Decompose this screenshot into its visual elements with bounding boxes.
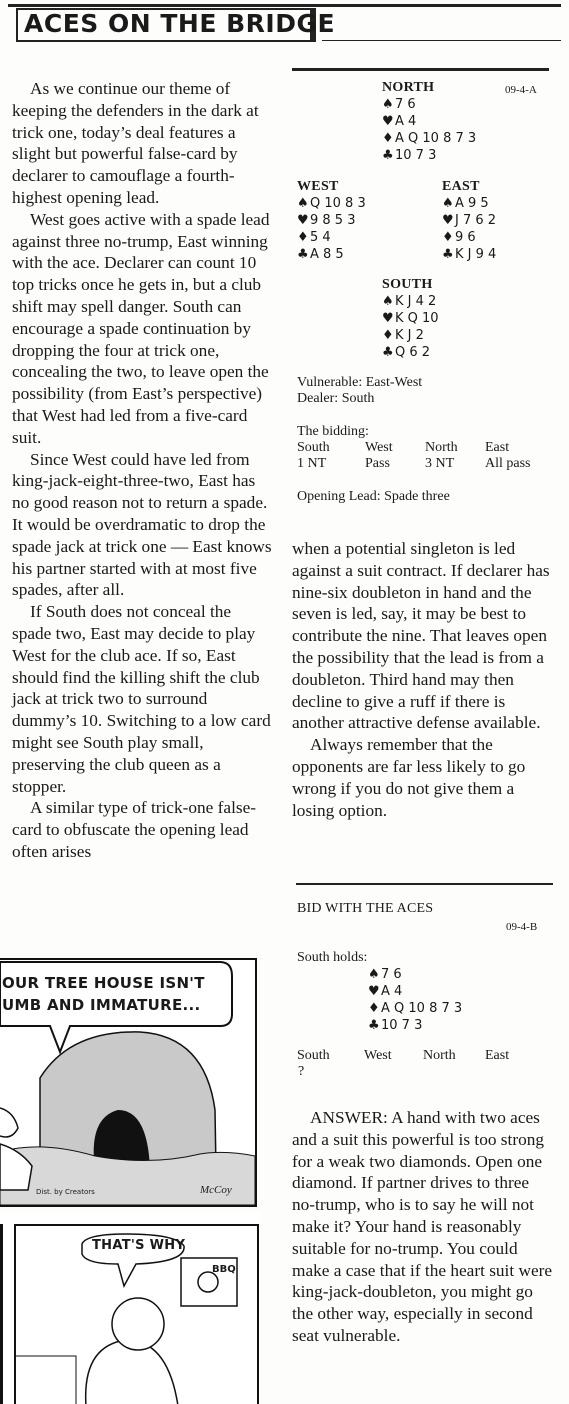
bwta-hand: [368, 966, 462, 1034]
header-rule: [322, 40, 561, 41]
heart-icon: ♥: [442, 213, 454, 228]
opening-lead: Opening Lead: Spade three: [297, 489, 450, 504]
diamond-icon: ♦: [442, 230, 454, 245]
comic-2-frame: [14, 1224, 259, 1404]
article-paragraph: when a potential singleton is led against a suit contract. If declarer has nine-six doubleton in hand and the seven is led, say, it may be best to contribute the nine. That leaves open the possibility that the lead is from a doubleton. Third hand may then decline to give a ruff if there is another attractive defense available.: [292, 539, 550, 733]
heart-icon: ♥: [382, 114, 394, 129]
diamond-icon: ♦: [297, 230, 309, 245]
bid-west: Pass: [365, 456, 390, 471]
bwta-clubs: 10 7 3: [381, 1018, 423, 1033]
deal-top-rule: [292, 68, 549, 71]
west-hearts: 9 8 5 3: [310, 213, 356, 228]
west-label: WEST: [297, 179, 339, 194]
east-hearts: J 7 6 2: [455, 213, 497, 228]
bidding-header: [297, 440, 557, 456]
bwta-bid-header-north: North: [423, 1048, 456, 1063]
west-spades: Q 10 8 3: [310, 196, 366, 211]
dealer-text: Dealer: South: [297, 391, 375, 406]
north-hearts: A 4: [395, 114, 417, 129]
east-clubs: K J 9 4: [455, 247, 497, 262]
diamond-icon: ♦: [382, 131, 394, 146]
column-header: [0, 0, 569, 50]
heart-icon: ♥: [382, 311, 394, 326]
bid-north: 3 NT: [425, 456, 455, 471]
bid-header-east: East: [485, 440, 510, 455]
south-clubs: Q 6 2: [395, 345, 431, 360]
east-hand: [442, 178, 496, 263]
bid-header-north: North: [425, 440, 458, 455]
bwta-bid-header-south: South: [297, 1048, 330, 1063]
article-left-column: [12, 78, 274, 863]
comic-panel-2: [0, 1212, 260, 1404]
south-hearts: K Q 10: [395, 311, 439, 326]
bwta-code: 09-4-B: [506, 921, 538, 933]
north-diamonds: A Q 10 8 7 3: [395, 131, 477, 146]
deal-code: 09-4-A: [505, 84, 537, 96]
bwta-rule: [296, 883, 553, 885]
character-hand: [0, 1108, 18, 1137]
article-paragraph: Always remember that the opponents are far less likely to go wrong if you do not give them a losing option.: [292, 735, 526, 820]
comic-panel-1: [0, 958, 257, 1207]
bidding-title: The bidding:: [297, 424, 369, 439]
bid-header-west: West: [365, 440, 393, 455]
article-paragraph: A similar type of trick-one false-card to obfuscate the opening lead often arises: [12, 798, 257, 861]
bwta-diamonds: A Q 10 8 7 3: [381, 1001, 463, 1016]
spade-icon: ♠: [382, 294, 394, 309]
bwta-bidding-header: [297, 1048, 557, 1064]
club-icon: ♣: [382, 148, 394, 163]
bwta-spades: 7 6: [381, 967, 402, 982]
comic-2-speech: THAT'S WHY: [92, 1238, 186, 1253]
north-spades: 7 6: [395, 97, 416, 112]
vulnerable-text: Vulnerable: East-West: [297, 375, 423, 390]
bidding-row: [297, 456, 557, 472]
article-paragraph: West goes active with a spade lead against three no-trump, East winning with the ace. Declarer can count 10 top tricks once he gets in, but a club shift may spell danger. South can encourage a spade continuation by dropping the four at trick one, concealing the two, to leave open the possibility (from East’s perspective) that West had led from a five-card suit.: [12, 209, 270, 447]
bwta-answer: ANSWER: A hand with two aces and a suit this powerful is too strong for a weak two diamonds. Open one diamond. If partner drives to three no-trump, who is to say he will not make it? Your hand is reasonably suitable for no-trump. You could make a case that if the heart suit were king-jack-doubleton, you might go the other way, especially in second seat vulnerable.: [292, 1108, 553, 1345]
appliance: [16, 1356, 76, 1404]
bid-south: 1 NT: [297, 456, 327, 471]
bwta-bid-header-west: West: [364, 1048, 392, 1063]
article-paragraph: As we continue our theme of keeping the defenders in the dark at trick one, today’s deal features a slight but powerful false-card by declarer to camouflage a fourth-highest opening lead.: [12, 79, 259, 207]
club-icon: ♣: [382, 345, 394, 360]
east-diamonds: 9 6: [455, 230, 476, 245]
diamond-icon: ♦: [382, 328, 394, 343]
comic-1-signature: McCoy: [200, 1184, 232, 1196]
comic-1-credit: Dist. by Creators: [36, 1188, 95, 1196]
west-diamonds: 5 4: [310, 230, 331, 245]
bwta-title: BID WITH THE ACES: [297, 901, 434, 916]
spade-icon: ♠: [382, 97, 394, 112]
south-hand: [382, 276, 439, 361]
spade-icon: ♠: [442, 196, 454, 211]
west-clubs: A 8 5: [310, 247, 344, 262]
club-icon: ♣: [442, 247, 454, 262]
bwta-bid-south: ?: [298, 1064, 305, 1079]
north-hand: [382, 79, 476, 164]
heart-icon: ♥: [368, 984, 380, 999]
club-icon: ♣: [368, 1018, 380, 1033]
bwta-bid-header-east: East: [485, 1048, 510, 1063]
comic-1b-edge: [0, 1224, 3, 1404]
diamond-icon: ♦: [368, 1001, 380, 1016]
east-spades: A 9 5: [455, 196, 489, 211]
east-label: EAST: [442, 179, 480, 194]
south-spades: K J 4 2: [395, 294, 437, 309]
north-label: NORTH: [382, 80, 435, 95]
header-top-rule: [8, 4, 561, 7]
bid-east: All pass: [485, 456, 531, 471]
south-holds-label: South holds:: [297, 950, 368, 965]
south-diamonds: K J 2: [395, 328, 424, 343]
comic-1-speech: [2, 972, 205, 1016]
bid-header-south: South: [297, 440, 330, 455]
article-right-column: [292, 538, 554, 821]
bwta-hearts: A 4: [381, 984, 403, 999]
column-title: ACES ON THE BRIDGE: [24, 9, 336, 38]
south-label: SOUTH: [382, 277, 433, 292]
character-head: [112, 1298, 164, 1350]
comic-2-sign: BBQ: [212, 1264, 236, 1275]
comic-1-speech-line: UMB AND IMMATURE...: [2, 996, 201, 1014]
spade-icon: ♠: [368, 967, 380, 982]
heart-icon: ♥: [297, 213, 309, 228]
article-paragraph: Since West could have led from king-jack-eight-three-two, East has no good reason not to return a spade. It would be overdramatic to drop the spade jack at trick one — East knows his partner started with at most five spades, after all.: [12, 449, 272, 600]
spade-icon: ♠: [297, 196, 309, 211]
tv-face: [198, 1272, 218, 1292]
article-paragraph: If South does not conceal the spade two, East may decide to play West for the club ace. If so, East should find the killing shift the club jack at trick two to surround dummy’s 10. Switching to a low card might see South play small, preserving the club queen as a stopper.: [12, 602, 271, 796]
comic-1-speech-line: OUR TREE HOUSE ISN'T: [2, 974, 205, 992]
club-icon: ♣: [297, 247, 309, 262]
west-hand: [297, 178, 366, 263]
north-clubs: 10 7 3: [395, 148, 437, 163]
